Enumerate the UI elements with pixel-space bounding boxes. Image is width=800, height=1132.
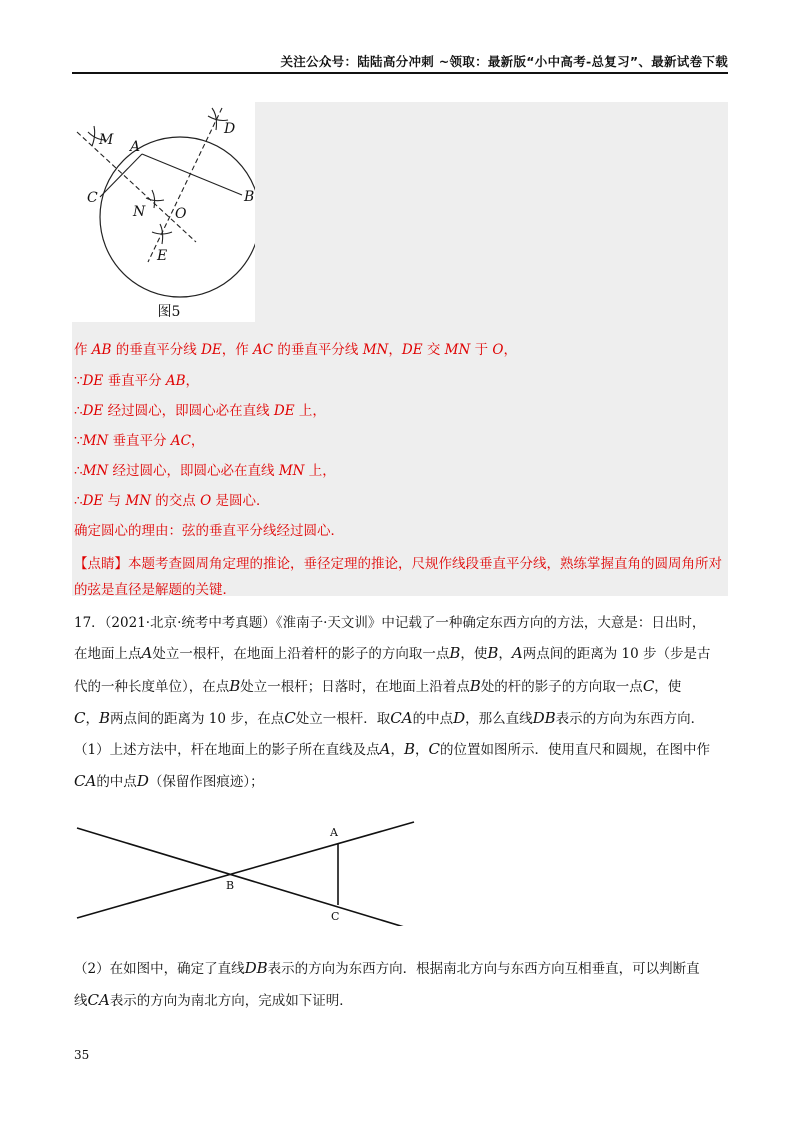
label-d: D <box>224 121 236 137</box>
question-line-1: 17．（2021·北京·统考中考真题）《淮南子·天文训》中记载了一种确定东西方向的方法，大意是：日出时， <box>74 615 706 631</box>
question-line-2: 在地面上点A处立一根杆，在地面上沿着杆的影子的方向取一点B，使B，A两点间的距离为 10 步（步是古 <box>74 644 711 662</box>
question-line-3: 代的一种长度单位），在点B处立一根杆；日落时，在地面上沿着点B处的杆的影子的方向取一点C，使 <box>74 677 682 695</box>
page-header: 关注公众号：陆陆高分冲刺 ~领取：最新版“小中高考-总复习”、最新试卷下载 <box>280 54 728 69</box>
figure-5-drawing <box>72 102 255 322</box>
label-n: N <box>133 204 146 220</box>
answer-line-3: ∴DE 经过圆心，即圆心必在直线 DE 上， <box>74 403 326 419</box>
label-b: B <box>244 189 255 205</box>
chord-ab <box>142 154 242 195</box>
answer-line-2: ∵DE 垂直平分 AB， <box>74 373 200 389</box>
figure-shadow-lines <box>72 816 422 926</box>
chord-ac <box>100 154 142 197</box>
arc-mark-n2 <box>152 190 155 208</box>
bisector-de <box>148 108 222 262</box>
line-bc <box>77 828 414 926</box>
answer-line-7: 确定圆心的理由：弦的垂直平分线经过圆心． <box>74 523 344 539</box>
dianjing-note: 【点睛】本题考查圆周角定理的推论，垂径定理的推论，尺规作线段垂直平分线，熟练掌握直角的圆周角所对的弦是直径是解题的关键． <box>74 556 722 598</box>
answer-line-5: ∴MN 经过圆心，即圆心必在直线 MN 上， <box>74 463 336 479</box>
label-o: O <box>175 206 187 222</box>
label-c: C <box>87 190 98 206</box>
line-ba <box>77 822 414 918</box>
figure-5 <box>72 102 255 322</box>
header-rule <box>72 72 728 74</box>
figure-shadow-drawing <box>72 816 422 926</box>
answer-line-1: 作 AB 的垂直平分线 DE，作 AC 的垂直平分线 MN，DE 交 MN 于 O， <box>74 342 517 358</box>
question-line-7: （2）在如图中，确定了直线DB表示的方向为东西方向．根据南北方向与东西方向互相垂直，可以判断直 <box>74 959 700 977</box>
label-a: A <box>130 139 141 155</box>
answer-line-6: ∴DE 与 MN 的交点 O 是圆心． <box>74 493 270 509</box>
label-m: M <box>99 132 114 148</box>
question-line-8: 线CA表示的方向为南北方向，完成如下证明． <box>74 991 353 1009</box>
figure-5-caption: 图5 <box>157 304 181 320</box>
question-line-6: CA的中点D（保留作图痕迹）； <box>74 772 264 790</box>
answer-line-4: ∵MN 垂直平分 AC， <box>74 433 205 449</box>
label-e: E <box>157 248 168 264</box>
label-a: A <box>330 826 338 839</box>
page-number: 35 <box>74 1048 90 1062</box>
label-b: B <box>226 879 235 892</box>
question-line-4: C，B两点间的距离为 10 步，在点C处立一根杆．取CA的中点D，那么直线DB表示的方向为东西方向． <box>74 709 705 727</box>
label-c: C <box>331 910 340 923</box>
question-line-5: （1）上述方法中，杆在地面上的影子所在直线及点A，B，C的位置如图所示．使用直尺和圆规，在图中作 <box>74 740 710 758</box>
